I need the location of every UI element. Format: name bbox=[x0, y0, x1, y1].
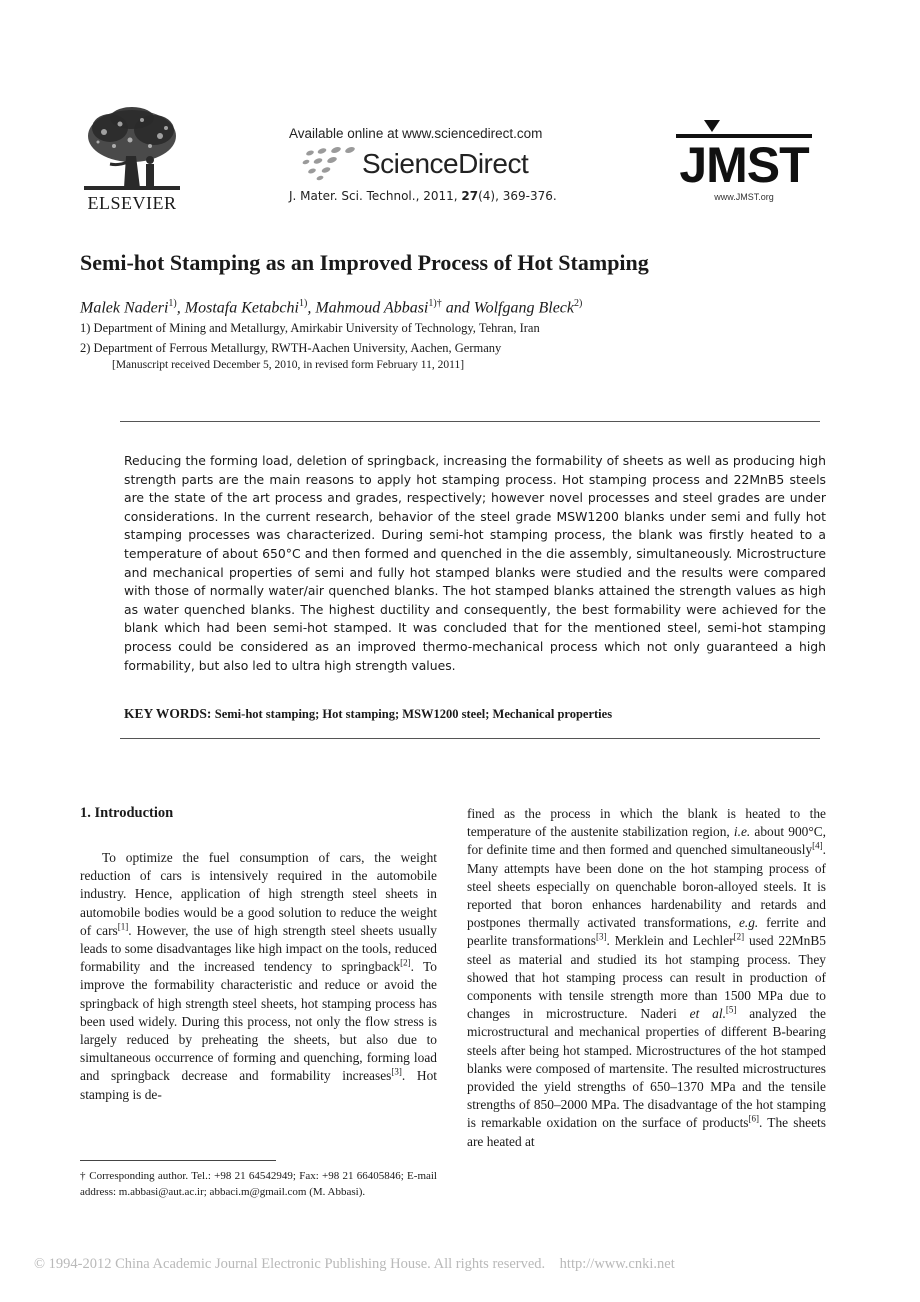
affiliation-1: 1) Department of Mining and Metallurgy, Amirkabir University of Technology, Tehran, Iran bbox=[80, 321, 540, 335]
citation-ref: [2] bbox=[733, 931, 745, 942]
author-affiliation-mark: 1)† bbox=[428, 298, 442, 309]
jmst-wordmark: JMST bbox=[679, 137, 809, 188]
citation-ref: [6] bbox=[748, 1113, 760, 1124]
jmst-logo-icon bbox=[674, 118, 814, 188]
manuscript-dates: [Manuscript received December 5, 2010, in revised form February 11, 2011] bbox=[112, 359, 465, 371]
abstract-bottom-divider bbox=[120, 738, 820, 739]
citation-ref: [3] bbox=[391, 1066, 402, 1077]
citation-volume: 27 bbox=[461, 189, 479, 203]
body-column-left bbox=[80, 849, 437, 1104]
body-text: ferrite and pearlite transformations bbox=[467, 915, 826, 949]
sciencedirect-logo bbox=[300, 144, 528, 184]
journal-url: www.JMST.org bbox=[714, 192, 774, 202]
author-affiliation-mark: 1) bbox=[168, 298, 177, 309]
citation-ref: [4] bbox=[812, 840, 823, 851]
author-name: Mostafa Ketabchi bbox=[184, 299, 299, 317]
citation-ref: [5] bbox=[725, 1004, 737, 1015]
copyright-notice: © 1994-2012 China Academic Journal Electronic Publishing House. All rights reserved. http://www.cnki.net bbox=[34, 1256, 675, 1272]
body-text: . Hot stamping is de- bbox=[80, 1068, 437, 1102]
body-text: . However, the use of high strength steel sheets usually leads to some disadvantages like high impact on the tools, reduced formability and the increased tendency to springback bbox=[80, 922, 438, 975]
author-list bbox=[80, 298, 582, 317]
body-text: about 900°C, for definite time and then formed and quenched simultaneously bbox=[467, 824, 826, 858]
abstract-top-divider bbox=[120, 421, 820, 422]
citation-suffix: (4), 369-376. bbox=[478, 189, 557, 203]
body-text-italic: e.g. bbox=[738, 915, 759, 931]
available-online-text: Available online at www.sciencedirect.com bbox=[289, 126, 543, 141]
author-name: Malek Naderi bbox=[80, 299, 169, 317]
abstract-text: Reducing the forming load, deletion of springback, increasing the formability of sheets as well as producing high strength parts are the main reasons to apply hot stamping process. Hot stamping process and 22MnB5 steels are the state of the art process and grades, respectively; however novel processes and steel grades are under considerations. In the current research, behavior of the steel grade MSW1200 blanks under semi and fully hot stamping processes was characterized. During semi-hot stamping process, the blank was firstly heated to a temperature of about 650°C and then formed and quenched in the die assembly, simultaneously. Microstructure and mechanical properties of semi and fully hot stamped blanks were studied and the results were compared with those of normally water/air quenched blanks. The hot stamped blanks attained the strength values as high as water quenched blanks. The highest ductility and consequently, the best formability were achieved for the blank which had been semi-hot stamped. It was concluded that for the mentioned steel, semi-hot stamping process could be considered as an improved thermo-mechanical process which not only guaranteed a high formability, but also led to ultra high strength values. bbox=[124, 453, 826, 673]
keywords-list: Semi-hot stamping; Hot stamping; MSW1200 steel; Mechanical properties bbox=[214, 707, 613, 721]
author-separator: , bbox=[176, 299, 185, 317]
body-text: fined as the process in which the blank is heated to the temperature of the austenite stabilization region, bbox=[467, 806, 826, 840]
keywords bbox=[124, 706, 612, 722]
body-text-italic: et al. bbox=[689, 1006, 726, 1022]
corresponding-author-footnote: † Corresponding author. Tel.: +98 21 64542949; Fax: +98 21 66405846; E-mail address: m.abbasi@aut.ac.ir; abbaci.m@gmail.com (M. Abbasi). bbox=[80, 1170, 437, 1198]
body-text: To optimize the fuel consumption of cars, the weight reduction of cars is intensively required in the automobile industry. Hence, application of high strength steel sheets in automobile bodies would be a good solution to reduce the weight of cars bbox=[80, 850, 437, 938]
body-text-italic: i.e. bbox=[733, 824, 751, 840]
affiliation-2: 2) Department of Ferrous Metallurgy, RWTH-Aachen University, Aachen, Germany bbox=[80, 341, 502, 355]
body-text: . Many attempts have been done on the hot stamping process of steel sheets especially on quenchable boron-alloyed steels. It is reported that boron enhances hardenability and retards and postpones thermally activated transformations, bbox=[467, 842, 826, 931]
sciencedirect-wordmark: ScienceDirect bbox=[362, 148, 529, 179]
citation-ref: [1] bbox=[117, 921, 129, 932]
author-affiliation-mark: 1) bbox=[298, 298, 308, 309]
author-separator: , bbox=[307, 299, 316, 317]
body-text: . The sheets are heated at bbox=[467, 1115, 826, 1149]
author-separator: and bbox=[441, 299, 474, 317]
body-text: analyzed the microstructural and mechanical properties of different B-bearing steels after being hot stamped. Microstructures of the hot stamped blanks were composed of martensite. The resulted microstructures provided the yield strengths of 650–1370 MPa and the tensile strengths of 850–2000 MPa. The disadvantage of the hot stamping is remarkable oxidation on the surface of products bbox=[467, 1006, 826, 1131]
publisher-name: ELSEVIER bbox=[87, 193, 177, 213]
citation-prefix: J. Mater. Sci. Technol., 2011, bbox=[289, 189, 462, 203]
keywords-label: KEY WORDS: bbox=[124, 706, 212, 721]
citation-ref: [3] bbox=[596, 931, 607, 942]
body-text: . Merklein and Lechler bbox=[606, 933, 734, 949]
sciencedirect-dots-icon bbox=[300, 147, 356, 181]
body-column-right bbox=[467, 805, 826, 1151]
footnote-divider bbox=[80, 1160, 276, 1161]
body-text: used 22MnB5 steel as material and studied its hot stamping process. They showed that hot stamping process can result in production of components with tensile strength more than 1500 MPa due to changes in microstructure. Naderi bbox=[467, 933, 826, 1022]
section-heading: 1. Introduction bbox=[80, 805, 174, 821]
author-name: Wolfgang Bleck bbox=[473, 299, 574, 317]
author-affiliation-mark: 2) bbox=[574, 298, 583, 309]
article-title: Semi-hot Stamping as an Improved Process of Hot Stamping bbox=[80, 250, 649, 275]
author-name: Mahmoud Abbasi bbox=[315, 299, 429, 317]
journal-citation bbox=[289, 189, 557, 203]
body-text: . To improve the formability characteristic and reduce or avoid the springback of high strength steel sheets, hot stamping process has been used widely. During this process, not only the flow stress is largely reduced by preheating the sheets, but also due to simultaneous occurrence of forming and quenching, forming load and springback decrease and formability increases bbox=[80, 959, 437, 1084]
citation-ref: [2] bbox=[400, 957, 411, 968]
